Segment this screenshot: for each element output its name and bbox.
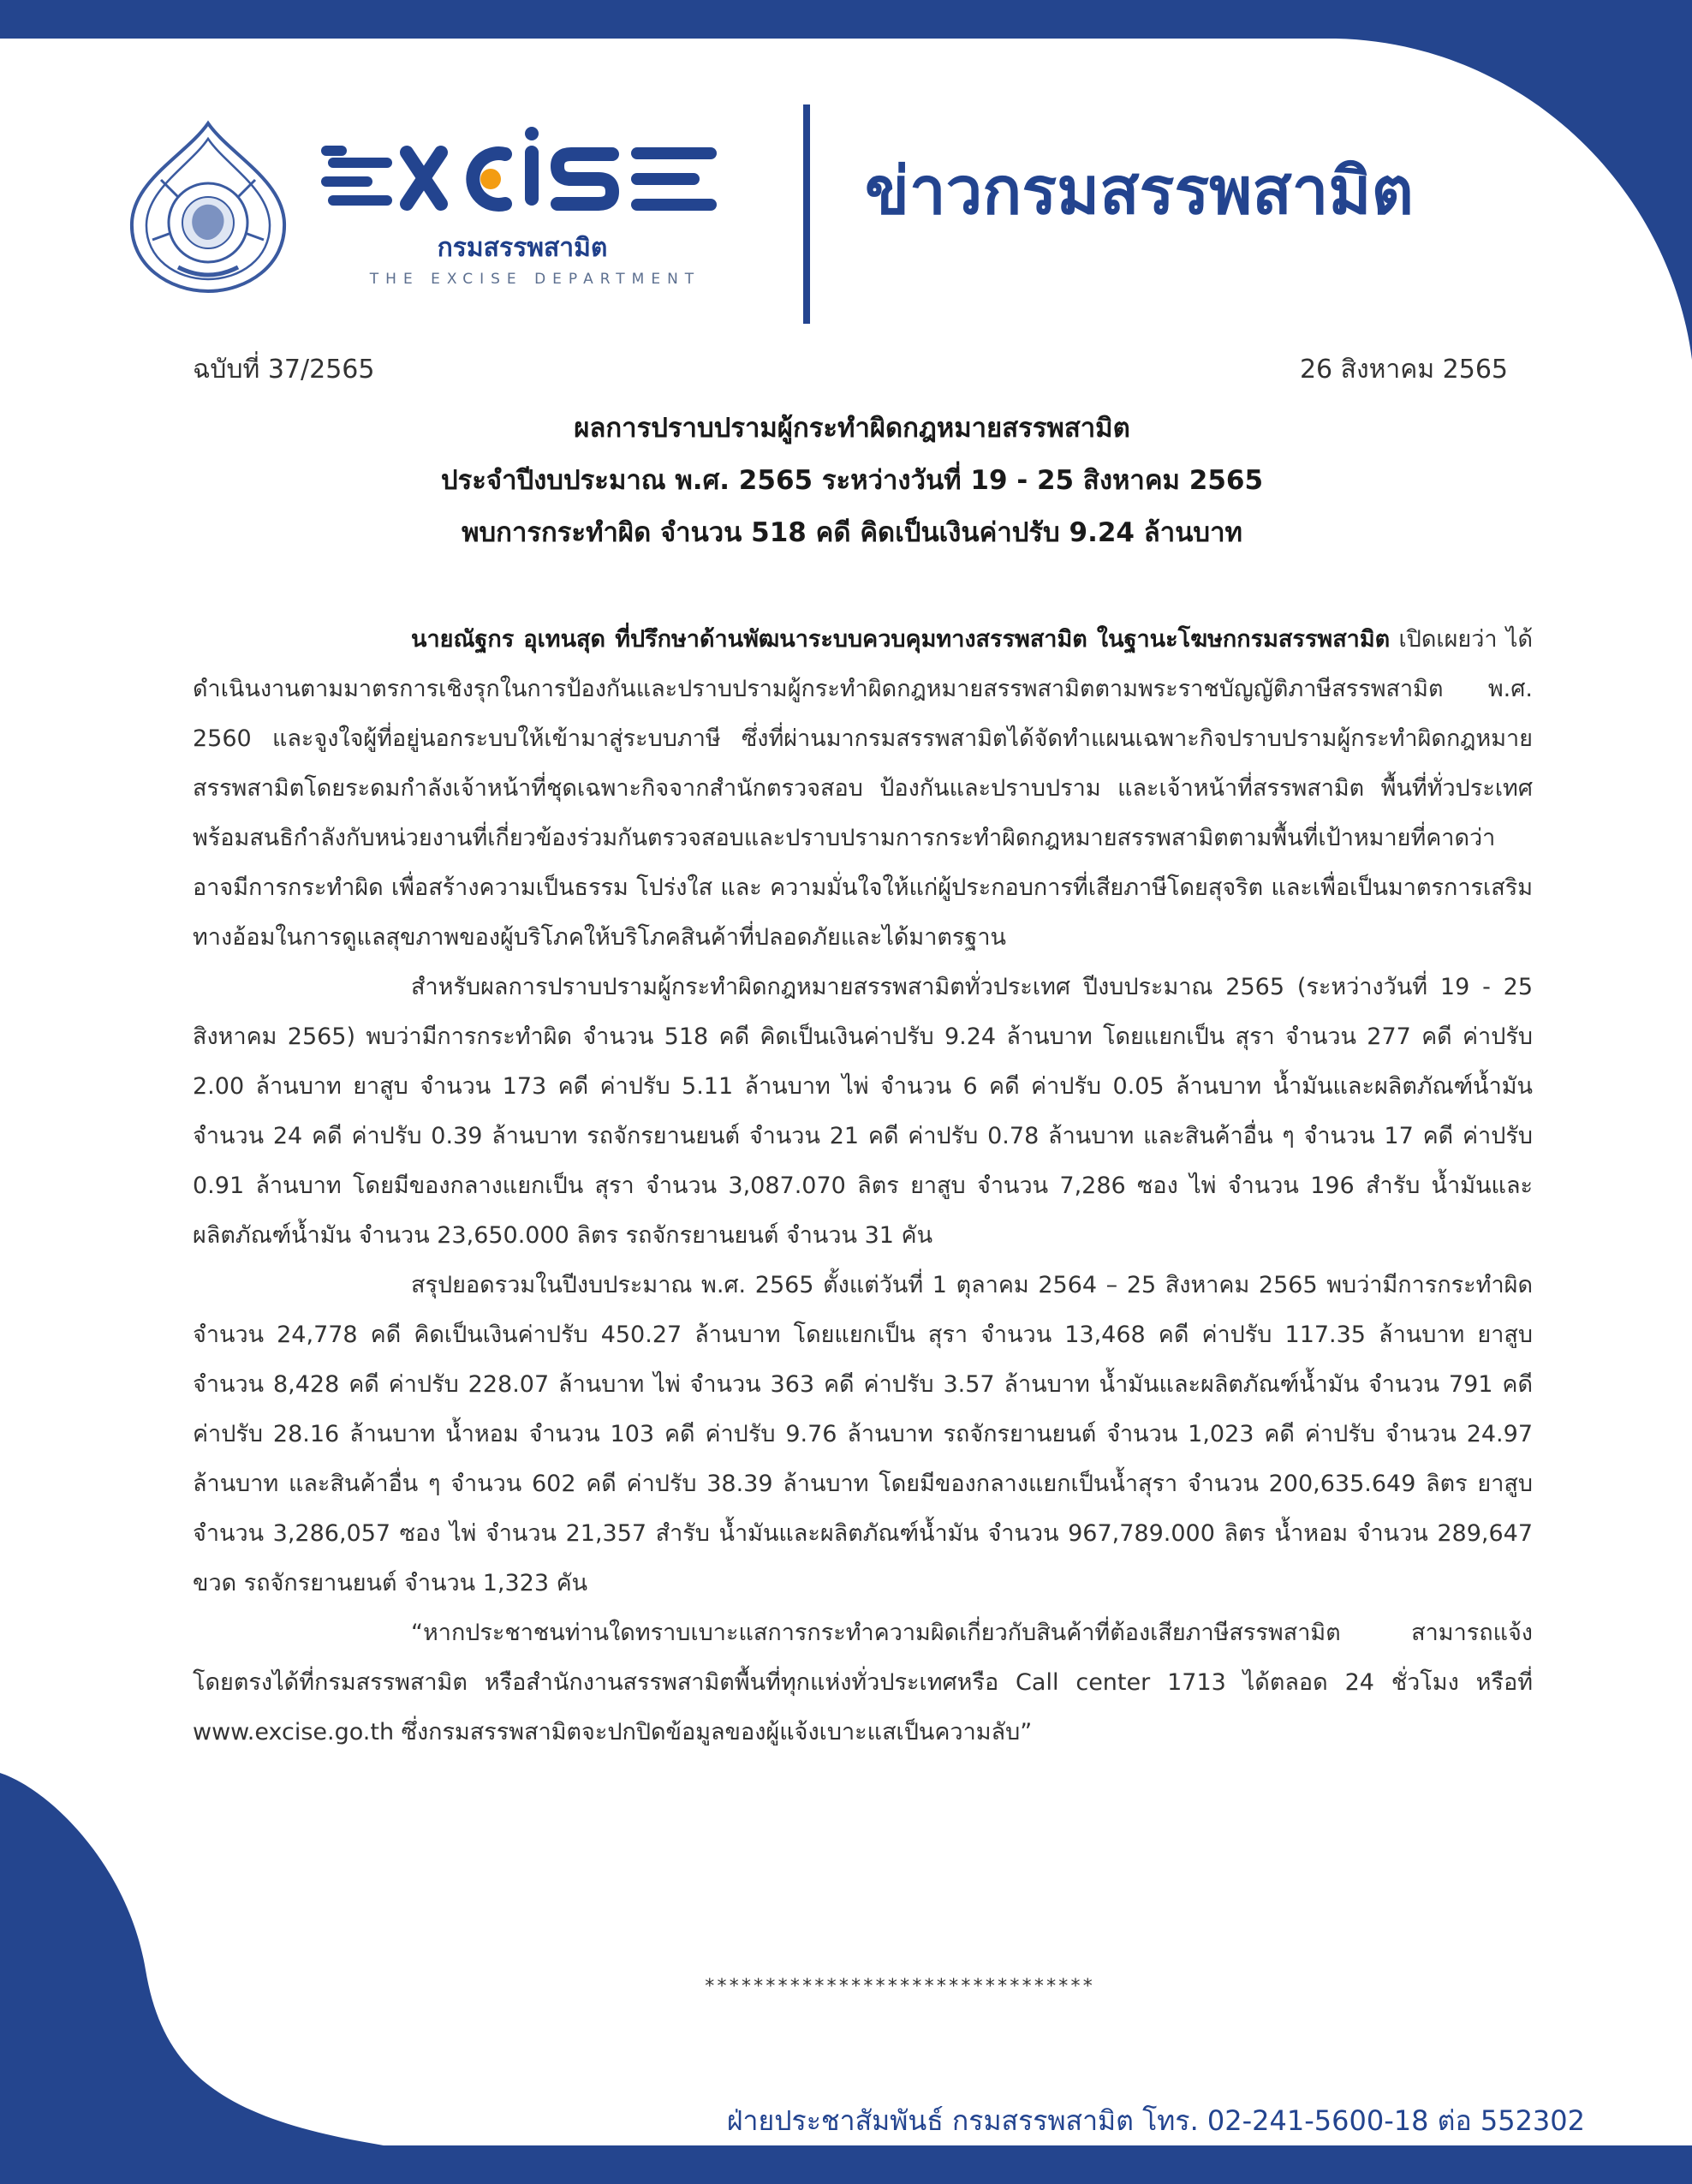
footer-contact: ฝ่ายประชาสัมพันธ์ กรมสรรพสามิต โทร. 02-241-5600-18 ต่อ 552302 <box>726 2104 1585 2137</box>
headline-line-2: ประจำปีงบประมาณ พ.ศ. 2565 ระหว่างวันที่ 19 - 25 สิงหาคม 2565 <box>440 465 1264 496</box>
spokesperson-lead: นายณัฐกร อุเทนสุด ที่ปรึกษาด้านพัฒนาระบบควบคุมทางสรรพสามิต ในฐานะโฆษกกรมสรรพสามิต <box>411 626 1391 653</box>
excise-seal-logo <box>127 120 289 295</box>
paragraph-4: “หากประชาชนท่านใดทราบเบาะแสการกระทำความผิดเกี่ยวกับสินค้าที่ต้องเสียภาษีสรรพสามิต สามารถแจ้งโดยตรงได้ที่กรมสรรพสามิต หรือสำนักงานสรรพสามิตพื้นที่ทุกแห่งทั่วประเทศหรือ Call center 1713 ได้ตลอด 24 ชั่วโมง หรือที่ www.excise.go.th ซึ่งกรมสรรพสามิตจะปกปิดข้อมูลของผู้แจ้งเบาะแสเป็นความลับ” <box>193 1620 1533 1745</box>
paragraph-1-text: เปิดเผยว่า ได้ดำเนินงานตามมาตรการเชิงรุกในการป้องกันและปราบปรามผู้กระทำผิดกฎหมายสรรพสามิตตามพระราชบัญญัติภาษีสรรพสามิต พ.ศ. 2560 และจูงใจผู้ที่อยู่นอกระบบให้เข้ามาสู่ระบบภาษี ซึ่งที่ผ่านมากรมสรรพสามิตได้จัดทำแผนเฉพาะกิจปราบปรามผู้กระทำผิดกฎหมายสรรพสามิตโดยระดมกำลังเจ้าหน้าที่ชุดเฉพาะกิจจากสำนักตรวจสอบ ป้องกันและปราบปราม และเจ้าหน้าที่สรรพสามิต พื้นที่ทั่วประเทศพร้อมสนธิกำลังกับหน่วยงานที่เกี่ยวข้องร่วมกันตรวจสอบและปราบปรามการกระทำผิดกฎหมายสรรพสามิตตามพื้นที่เป้าหมายที่คาดว่าอาจมีการกระทำผิด เพื่อสร้างความเป็นธรรม โปร่งใส และ ความมั่นใจให้แก่ผู้ประกอบการที่เสียภาษีโดยสุจริต และเพื่อเป็นมาตรการเสริมทางอ้อมในการดูแลสุขภาพของผู้บริโภคให้บริโภคสินค้าที่ปลอดภัยและได้มาตรฐาน <box>193 626 1533 951</box>
logo-thai-name: กรมสรรพสามิต <box>437 233 608 263</box>
headline-line-1: ผลการปราบปรามผู้กระทำผิดกฎหมายสรรพสามิต <box>574 413 1130 444</box>
end-separator: ******************************** <box>704 1976 1094 1997</box>
news-title: ข่าวกรมสรรพสามิต <box>865 152 1414 229</box>
headline <box>193 403 1511 559</box>
paragraph-3: สรุปยอดรวมในปีงบประมาณ พ.ศ. 2565 ตั้งแต่วันที่ 1 ตุลาคม 2564 – 25 สิงหาคม 2565 พบว่ามีการกระทำผิด จำนวน 24,778 คดี คิดเป็นเงินค่าปรับ 450.27 ล้านบาท โดยแยกเป็น สุรา จำนวน 13,468 คดี ค่าปรับ 117.35 ล้านบาท ยาสูบ จำนวน 8,428 คดี ค่าปรับ 228.07 ล้านบาท ไพ่ จำนวน 363 คดี ค่าปรับ 3.57 ล้านบาท น้ำมันและผลิตภัณฑ์น้ำมัน จำนวน 791 คดี ค่าปรับ 28.16 ล้านบาท น้ำหอม จำนวน 103 คดี ค่าปรับ 9.76 ล้านบาท รถจักรยานยนต์ จำนวน 1,023 คดี ค่าปรับ จำนวน 24.97 ล้านบาท และสินค้าอื่น ๆ จำนวน 602 คดี ค่าปรับ 38.39 ล้านบาท โดยมีของกลางแยกเป็นน้ำสุรา จำนวน 200,635.649 ลิตร ยาสูบ จำนวน 3,286,057 ซอง ไพ่ จำนวน 21,357 สำรับ น้ำมันและผลิตภัณฑ์น้ำมัน จำนวน 967,789.000 ลิตร น้ำหอม จำนวน 289,647 ขวด รถจักรยานยนต์ จำนวน 1,323 คัน <box>193 1272 1533 1596</box>
header-divider <box>803 104 810 324</box>
logo-english-name: THE EXCISE DEPARTMENT <box>369 271 701 288</box>
article-body <box>193 615 1533 1757</box>
paragraph-2: สำหรับผลการปราบปรามผู้กระทำผิดกฎหมายสรรพสามิตทั่วประเทศ ปีงบประมาณ 2565 (ระหว่างวันที่ 19 - 25 สิงหาคม 2565) พบว่ามีการกระทำผิด จำนวน 518 คดี คิดเป็นเงินค่าปรับ 9.24 ล้านบาท โดยแยกเป็น สุรา จำนวน 277 คดี ค่าปรับ 2.00 ล้านบาท ยาสูบ จำนวน 173 คดี ค่าปรับ 5.11 ล้านบาท ไพ่ จำนวน 6 คดี ค่าปรับ 0.05 ล้านบาท น้ำมันและผลิตภัณฑ์น้ำมัน จำนวน 24 คดี ค่าปรับ 0.39 ล้านบาท รถจักรยานยนต์ จำนวน 21 คดี ค่าปรับ 0.78 ล้านบาท และสินค้าอื่น ๆ จำนวน 17 คดี ค่าปรับ 0.91 ล้านบาท โดยมีของกลางแยกเป็น สุรา จำนวน 3,087.070 ลิตร ยาสูบ จำนวน 7,286 ซอง ไพ่ จำนวน 196 สำรับ น้ำมันและผลิตภัณฑ์น้ำมัน จำนวน 23,650.000 ลิตร รถจักรยานยนต์ จำนวน 31 คัน <box>193 974 1533 1249</box>
issue-number: ฉบับที่ 37/2565 <box>193 355 375 385</box>
paragraph-1 <box>193 615 1533 963</box>
issue-date: 26 สิงหาคม 2565 <box>1299 355 1508 385</box>
headline-line-3: พบการกระทำผิด จำนวน 518 คดี คิดเป็นเงินค่าปรับ 9.24 ล้านบาท <box>462 517 1242 548</box>
